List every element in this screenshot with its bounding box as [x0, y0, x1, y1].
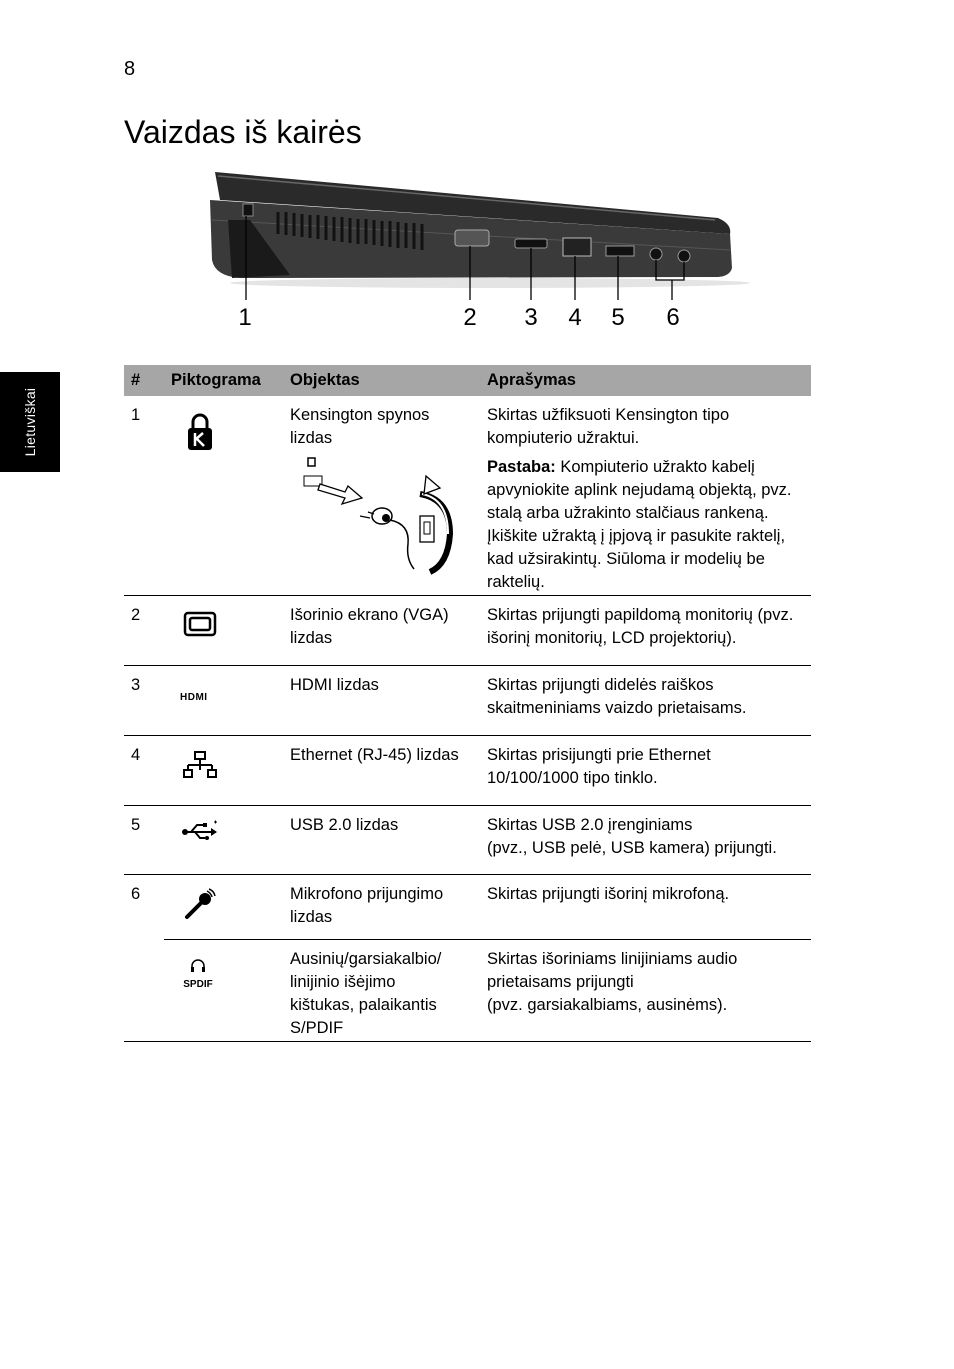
- row-item-cell: [283, 939, 480, 1041]
- row-item-cell: [283, 396, 480, 595]
- table-row: [124, 939, 811, 1041]
- callout-3: 3: [524, 304, 538, 331]
- row-num: 2: [124, 595, 164, 665]
- row-item-line: linijinio išėjimo: [290, 972, 396, 991]
- spdif-label: SPDIF: [183, 978, 213, 990]
- page-number: 8: [124, 58, 136, 80]
- row-desc-line: Skirtas išoriniams linijiniams audio prietaisams prijungti: [487, 949, 738, 991]
- row-item-line: S/PDIF: [290, 1018, 344, 1037]
- row-num: 5: [124, 805, 164, 874]
- callout-4: 4: [568, 304, 582, 331]
- row-num: 3: [124, 665, 164, 735]
- page-title: Vaizdas iš kairės: [124, 114, 362, 150]
- row-desc: Skirtas prijungti didelės raiškos skaitmeniniams vaizdo prietaisams.: [480, 665, 811, 735]
- row-item: Ethernet (RJ-45) lizdas: [283, 735, 480, 805]
- row-icon-cell: [164, 939, 283, 1041]
- language-side-tab: [0, 372, 60, 472]
- row-icon-cell: [164, 595, 283, 665]
- header-item: Objektas: [283, 365, 480, 396]
- usb-icon: [180, 820, 220, 842]
- row-desc: Skirtas prijungti išorinį mikrofoną.: [480, 874, 811, 939]
- table-row: [124, 665, 811, 735]
- row-desc-cell: [480, 805, 811, 874]
- microphone-icon: [180, 887, 220, 921]
- row-icon-cell: [164, 874, 283, 939]
- hdmi-icon: HDMI: [180, 691, 208, 703]
- row-icon-cell: [164, 805, 283, 874]
- row-item: HDMI lizdas: [283, 665, 480, 735]
- callout-2: 2: [463, 304, 477, 331]
- row-desc-cell: [480, 396, 811, 595]
- row-desc: Skirtas užfiksuoti Kensington tipo kompiuterio užraktui.: [487, 406, 730, 447]
- table-row: [124, 735, 811, 805]
- row-note: [487, 456, 807, 594]
- table-row: [124, 874, 811, 939]
- table-header-row: [124, 365, 811, 396]
- callout-6: 6: [666, 304, 680, 331]
- header-num: #: [124, 365, 164, 396]
- callout-1: 1: [238, 304, 252, 331]
- callout-5: 5: [611, 304, 625, 331]
- row-icon-cell: [164, 735, 283, 805]
- row-item-line: kištukas, palaikantis: [290, 995, 437, 1014]
- row-desc-line: (pvz. garsiakalbiams, ausinėms).: [487, 995, 728, 1014]
- table-row: [124, 396, 811, 595]
- row-item-line: Ausinių/garsiakalbio/: [290, 949, 442, 968]
- row-desc-line: Skirtas USB 2.0 įrenginiams: [487, 815, 693, 834]
- row-desc: Skirtas prijungti papildomą monitorių (pvz. išorinį monitorių, LCD projektorių).: [480, 595, 811, 665]
- table-row: [124, 805, 811, 874]
- note-label: Pastaba:: [487, 458, 556, 476]
- row-num: 6: [124, 874, 164, 1041]
- row-item: Mikrofono prijungimo lizdas: [283, 874, 480, 939]
- row-desc-line: (pvz., USB pelė, USB kamera) prijungti.: [487, 838, 777, 857]
- row-icon-cell: [164, 396, 283, 595]
- ports-table: [124, 365, 811, 1042]
- row-num: 1: [124, 396, 164, 595]
- row-icon-cell: [164, 665, 283, 735]
- headphone-icon: [190, 958, 206, 972]
- row-num: 4: [124, 735, 164, 805]
- side-tab-label: Lietuviškai: [22, 387, 38, 457]
- kensington-lock-illustration: [290, 454, 460, 579]
- ethernet-icon: [180, 750, 220, 780]
- laptop-left-side-illustration: [170, 160, 750, 340]
- row-item: Kensington spynos lizdas: [290, 406, 430, 447]
- header-desc: Aprašymas: [480, 365, 811, 396]
- row-desc-cell: [480, 939, 811, 1041]
- row-item: Išorinio ekrano (VGA) lizdas: [283, 595, 480, 665]
- row-item: USB 2.0 lizdas: [283, 805, 480, 874]
- table-row: [124, 595, 811, 665]
- note-text: Kompiuterio užrakto kabelį apvyniokite aplink nejudamą objektą, pvz. stalą arba užrakinto stalčiaus rankeną. Įkiškite užraktą į įpjovą ir pasukite raktelį, kad užsirakintų. Siūloma ir modelių be raktelių.: [487, 458, 792, 591]
- kensington-lock-icon: [180, 412, 220, 452]
- vga-port-icon: [180, 610, 220, 638]
- headphone-spdif-icon: [180, 956, 216, 990]
- row-desc: Skirtas prisijungti prie Ethernet 10/100/1000 tipo tinklo.: [480, 735, 811, 805]
- header-icon: Piktograma: [164, 365, 283, 396]
